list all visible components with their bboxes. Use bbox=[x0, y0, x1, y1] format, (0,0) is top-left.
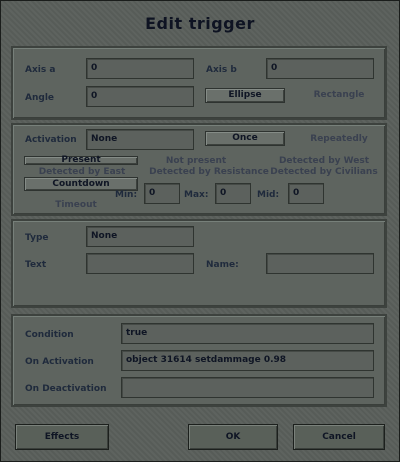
activation-select[interactable]: None bbox=[86, 129, 194, 150]
timer-timeout-option[interactable]: Timeout bbox=[55, 200, 97, 210]
type-select[interactable]: None bbox=[86, 226, 194, 247]
angle-label: Angle bbox=[25, 93, 55, 103]
cancel-button[interactable]: Cancel bbox=[293, 424, 385, 450]
on-deactivation-label: On Deactivation bbox=[25, 384, 107, 394]
detected-by-west-option[interactable]: Detected by West bbox=[278, 156, 370, 166]
condition-label: Condition bbox=[25, 330, 74, 340]
timer-countdown-option[interactable]: Countdown bbox=[24, 177, 138, 191]
detected-by-civilians-option[interactable]: Detected by Civilians bbox=[270, 167, 378, 177]
mid-input[interactable]: 0 bbox=[288, 183, 324, 204]
on-deactivation-input[interactable] bbox=[121, 377, 374, 398]
ok-button[interactable]: OK bbox=[188, 424, 278, 450]
axis-b-label: Axis b bbox=[206, 65, 237, 75]
max-input[interactable]: 0 bbox=[215, 183, 251, 204]
effects-button[interactable]: Effects bbox=[15, 424, 109, 450]
condition-not-present-option[interactable]: Not present bbox=[165, 156, 227, 166]
text-input[interactable] bbox=[86, 253, 194, 274]
text-label: Text bbox=[25, 260, 47, 270]
shape-rectangle-option[interactable]: Rectangle bbox=[313, 90, 365, 100]
min-input[interactable]: 0 bbox=[144, 183, 180, 204]
detected-by-resistance-option[interactable]: Detected by Resistance bbox=[149, 167, 269, 177]
on-activation-input[interactable]: object 31614 setdammage 0.98 bbox=[121, 350, 374, 371]
axis-a-input[interactable]: 0 bbox=[86, 58, 194, 79]
repeat-once-option[interactable]: Once bbox=[205, 131, 285, 146]
detected-by-east-option[interactable]: Detected by East bbox=[38, 167, 126, 177]
max-label: Max: bbox=[184, 190, 209, 200]
angle-input[interactable]: 0 bbox=[86, 86, 194, 107]
condition-input[interactable]: true bbox=[121, 323, 374, 344]
on-activation-label: On Activation bbox=[25, 357, 94, 367]
name-input[interactable] bbox=[266, 253, 374, 274]
repeat-repeatedly-option[interactable]: Repeatedly bbox=[310, 134, 368, 144]
condition-present-option[interactable]: Present bbox=[24, 156, 138, 165]
axis-b-input[interactable]: 0 bbox=[266, 58, 374, 79]
axis-a-label: Axis a bbox=[25, 65, 56, 75]
type-label: Type bbox=[25, 233, 49, 243]
shape-ellipse-option[interactable]: Ellipse bbox=[205, 88, 285, 103]
name-label: Name: bbox=[206, 260, 239, 270]
activation-label: Activation bbox=[25, 135, 77, 145]
mid-label: Mid: bbox=[257, 190, 280, 200]
min-label: Min: bbox=[115, 190, 138, 200]
dialog-title: Edit trigger bbox=[145, 13, 255, 33]
